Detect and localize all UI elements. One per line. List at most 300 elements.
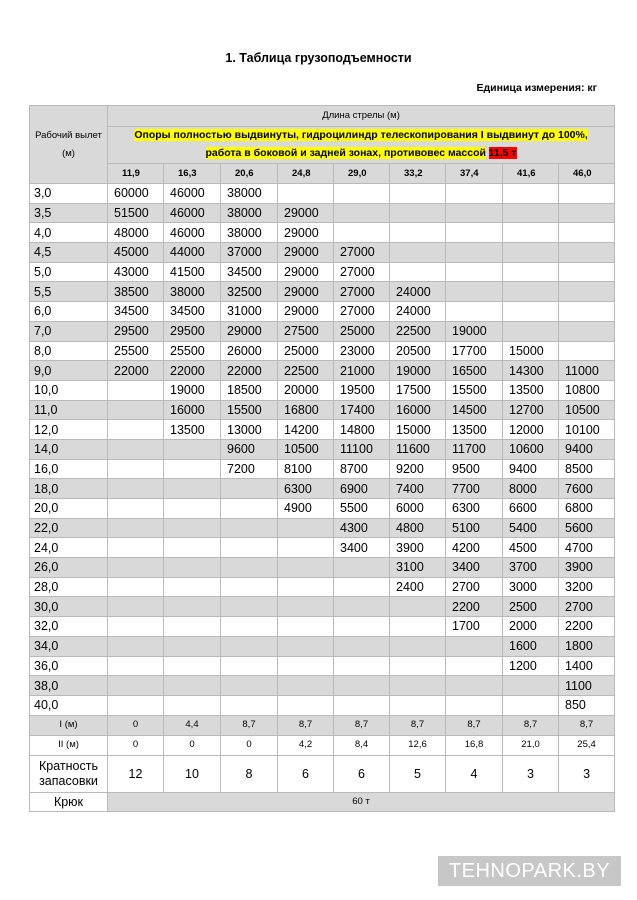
capacity-cell: [446, 184, 503, 204]
table-row: [30, 243, 615, 263]
capacity-cell: 19000: [390, 361, 446, 381]
capacity-cell: 4500: [503, 538, 559, 558]
capacity-cell: 5400: [503, 518, 559, 538]
capacity-cell: 37000: [221, 243, 278, 263]
radius-cell: 12,0: [30, 420, 108, 440]
tele-section-2-row-cell: 16,8: [446, 735, 503, 755]
capacity-cell: 29000: [278, 203, 334, 223]
radius-cell: 6,0: [30, 302, 108, 322]
capacity-cell: [559, 203, 615, 223]
capacity-cell: 1400: [559, 656, 615, 676]
capacity-cell: 27500: [278, 321, 334, 341]
capacity-cell: 22000: [108, 361, 164, 381]
capacity-cell: 4900: [278, 499, 334, 519]
capacity-cell: 5500: [334, 499, 390, 519]
capacity-cell: [390, 184, 446, 204]
boom-length-cell: 11,9: [108, 164, 164, 184]
capacity-cell: 29500: [108, 321, 164, 341]
watermark-logo: TEHNOPARK.BY: [438, 856, 621, 886]
counterweight-value: 11,5 т: [488, 147, 517, 159]
capacity-cell: 3000: [503, 577, 559, 597]
capacity-cell: 44000: [164, 243, 221, 263]
boom-lengths-row: [30, 164, 615, 184]
capacity-cell: [278, 656, 334, 676]
capacity-cell: [446, 262, 503, 282]
capacity-cell: [278, 518, 334, 538]
capacity-cell: 27000: [334, 243, 390, 263]
tele-section-1-row-cell: 0: [108, 715, 164, 735]
capacity-cell: 29500: [164, 321, 221, 341]
tele-section-1-row-cell: 8,7: [446, 715, 503, 735]
tele-section-2-row-cell: 0: [108, 735, 164, 755]
capacity-cell: 46000: [164, 203, 221, 223]
capacity-cell: 38000: [221, 184, 278, 204]
capacity-cell: 8100: [278, 459, 334, 479]
capacity-cell: [221, 656, 278, 676]
tele-section-1-row-cell: 8,7: [334, 715, 390, 735]
capacity-cell: 22500: [390, 321, 446, 341]
reeving-cell: 4: [446, 755, 503, 792]
capacity-cell: 15500: [221, 400, 278, 420]
capacity-cell: 1800: [559, 636, 615, 656]
table-row: [30, 577, 615, 597]
table-row: [30, 636, 615, 656]
capacity-cell: 25500: [108, 341, 164, 361]
capacity-cell: 51500: [108, 203, 164, 223]
radius-cell: 4,5: [30, 243, 108, 263]
table-row: [30, 184, 615, 204]
capacity-cell: 25000: [278, 341, 334, 361]
capacity-cell: 15000: [503, 341, 559, 361]
capacity-cell: 3900: [559, 558, 615, 578]
capacity-cell: [164, 636, 221, 656]
table-row: [30, 203, 615, 223]
boom-length-cell: 29,0: [334, 164, 390, 184]
tele-section-2-row-cell: 21,0: [503, 735, 559, 755]
capacity-cell: [503, 223, 559, 243]
radius-cell: 8,0: [30, 341, 108, 361]
capacity-cell: 2500: [503, 597, 559, 617]
capacity-cell: [446, 203, 503, 223]
capacity-cell: 11700: [446, 439, 503, 459]
table-row: [30, 617, 615, 637]
capacity-cell: 9500: [446, 459, 503, 479]
capacity-cell: 3100: [390, 558, 446, 578]
reeving-label-line1: Кратность: [39, 758, 98, 773]
capacity-cell: [503, 321, 559, 341]
table-row: [30, 262, 615, 282]
capacity-cell: 13500: [164, 420, 221, 440]
boom-length-header: Длина стрелы (м): [108, 106, 615, 127]
capacity-cell: 11600: [390, 439, 446, 459]
capacity-cell: 27000: [334, 302, 390, 322]
capacity-cell: 9400: [559, 439, 615, 459]
capacity-cell: [108, 636, 164, 656]
capacity-cell: 9400: [503, 459, 559, 479]
capacity-cell: [390, 243, 446, 263]
capacity-cell: 17700: [446, 341, 503, 361]
tele-section-2-row: [30, 735, 615, 755]
radius-header-line2: (м): [62, 147, 75, 159]
capacity-cell: [221, 499, 278, 519]
capacity-cell: [164, 656, 221, 676]
capacity-cell: 2400: [390, 577, 446, 597]
capacity-cell: 27000: [334, 282, 390, 302]
capacity-cell: 12700: [503, 400, 559, 420]
capacity-cell: [278, 558, 334, 578]
capacity-cell: [221, 538, 278, 558]
capacity-cell: [503, 302, 559, 322]
capacity-cell: 1200: [503, 656, 559, 676]
page-title: 1. Таблица грузоподъемности: [225, 51, 412, 65]
table-row: [30, 321, 615, 341]
capacity-cell: 3400: [446, 558, 503, 578]
table-row: [30, 302, 615, 322]
capacity-cell: 25000: [334, 321, 390, 341]
capacity-cell: 14300: [503, 361, 559, 381]
capacity-cell: [108, 656, 164, 676]
capacity-cell: 32500: [221, 282, 278, 302]
capacity-cell: 41500: [164, 262, 221, 282]
capacity-cell: 3700: [503, 558, 559, 578]
capacity-cell: 7200: [221, 459, 278, 479]
radius-cell: 3,5: [30, 203, 108, 223]
capacity-cell: 4200: [446, 538, 503, 558]
capacity-cell: [221, 695, 278, 715]
capacity-cell: 13000: [221, 420, 278, 440]
capacity-cell: 14200: [278, 420, 334, 440]
capacity-cell: 38500: [108, 282, 164, 302]
radius-cell: 40,0: [30, 695, 108, 715]
radius-cell: 10,0: [30, 380, 108, 400]
capacity-cell: 38000: [164, 282, 221, 302]
capacity-cell: 18500: [221, 380, 278, 400]
capacity-cell: [108, 479, 164, 499]
capacity-cell: 5600: [559, 518, 615, 538]
tele-section-1-row-cell: 4,4: [164, 715, 221, 735]
capacity-cell: 2000: [503, 617, 559, 637]
capacity-cell: [446, 656, 503, 676]
capacity-cell: 2200: [559, 617, 615, 637]
capacity-cell: [221, 577, 278, 597]
capacity-cell: [559, 184, 615, 204]
capacity-cell: 48000: [108, 223, 164, 243]
capacity-cell: 46000: [164, 223, 221, 243]
capacity-cell: 23000: [334, 341, 390, 361]
capacity-cell: [390, 203, 446, 223]
capacity-cell: 9200: [390, 459, 446, 479]
capacity-cell: 29000: [278, 282, 334, 302]
capacity-cell: 19000: [446, 321, 503, 341]
capacity-cell: 16000: [390, 400, 446, 420]
capacity-cell: 6600: [503, 499, 559, 519]
tele-section-1-row-cell: 8,7: [221, 715, 278, 735]
capacity-cell: [334, 223, 390, 243]
capacity-cell: [278, 695, 334, 715]
radius-cell: 34,0: [30, 636, 108, 656]
tele-section-2-row-cell: 0: [164, 735, 221, 755]
capacity-cell: 29000: [278, 243, 334, 263]
capacity-cell: [334, 636, 390, 656]
tele-section-2-row-cell: 0: [221, 735, 278, 755]
capacity-cell: 13500: [446, 420, 503, 440]
capacity-cell: 7600: [559, 479, 615, 499]
capacity-cell: [390, 695, 446, 715]
capacity-cell: [503, 243, 559, 263]
reeving-cell: 5: [390, 755, 446, 792]
radius-cell: 24,0: [30, 538, 108, 558]
capacity-cell: 29000: [278, 302, 334, 322]
capacity-cell: [108, 420, 164, 440]
capacity-cell: [446, 676, 503, 696]
tele-section-1-row: [30, 715, 615, 735]
capacity-cell: 1600: [503, 636, 559, 656]
capacity-cell: [390, 656, 446, 676]
capacity-cell: [108, 518, 164, 538]
capacity-cell: 45000: [108, 243, 164, 263]
capacity-cell: [164, 479, 221, 499]
table-row: [30, 380, 615, 400]
radius-cell: 3,0: [30, 184, 108, 204]
capacity-cell: [334, 676, 390, 696]
table-row: [30, 499, 615, 519]
hook-value: 60 т: [108, 792, 615, 811]
reeving-cell: 3: [559, 755, 615, 792]
hook-row: [30, 792, 615, 811]
capacity-cell: [334, 184, 390, 204]
capacity-cell: 10800: [559, 380, 615, 400]
capacity-cell: [503, 676, 559, 696]
capacity-cell: [221, 558, 278, 578]
capacity-cell: [221, 597, 278, 617]
capacity-cell: [108, 459, 164, 479]
tele-section-1-row-cell: 8,7: [390, 715, 446, 735]
capacity-cell: [278, 617, 334, 637]
radius-cell: 5,5: [30, 282, 108, 302]
radius-cell: 16,0: [30, 459, 108, 479]
capacity-cell: 16500: [446, 361, 503, 381]
capacity-cell: [503, 184, 559, 204]
capacity-cell: 850: [559, 695, 615, 715]
capacity-cell: [446, 695, 503, 715]
tele-section-2-row-cell: 8,4: [334, 735, 390, 755]
capacity-cell: [108, 400, 164, 420]
table-row: [30, 479, 615, 499]
radius-cell: 22,0: [30, 518, 108, 538]
radius-cell: 38,0: [30, 676, 108, 696]
capacity-cell: [108, 577, 164, 597]
capacity-cell: [446, 243, 503, 263]
table-row: [30, 656, 615, 676]
capacity-cell: [164, 695, 221, 715]
capacity-cell: 8000: [503, 479, 559, 499]
capacity-cell: 19500: [334, 380, 390, 400]
condition-line1: Опоры полностью выдвинуты, гидроцилиндр телескопирования I выдвинут до 100%,: [134, 129, 588, 141]
table-row: [30, 361, 615, 381]
capacity-cell: [446, 282, 503, 302]
radius-cell: 36,0: [30, 656, 108, 676]
reeving-cell: 8: [221, 755, 278, 792]
tele-section-1-row-cell: 8,7: [278, 715, 334, 735]
tele-section-2-row-cell: 25,4: [559, 735, 615, 755]
capacity-cell: 6900: [334, 479, 390, 499]
table-row: [30, 439, 615, 459]
capacity-cell: 5100: [446, 518, 503, 538]
capacity-cell: [108, 676, 164, 696]
capacity-cell: 16800: [278, 400, 334, 420]
capacity-cell: [221, 479, 278, 499]
capacity-cell: [559, 302, 615, 322]
reeving-cell: 6: [278, 755, 334, 792]
reeving-label-line2: запасовки: [39, 773, 98, 788]
capacity-cell: 25500: [164, 341, 221, 361]
capacity-cell: 2200: [446, 597, 503, 617]
capacity-cell: 19000: [164, 380, 221, 400]
capacity-cell: [503, 203, 559, 223]
capacity-cell: 43000: [108, 262, 164, 282]
capacity-cell: 10600: [503, 439, 559, 459]
table-row: [30, 538, 615, 558]
table-row: [30, 597, 615, 617]
capacity-cell: [446, 636, 503, 656]
capacity-cell: [278, 577, 334, 597]
capacity-cell: [108, 695, 164, 715]
reeving-cell: 3: [503, 755, 559, 792]
capacity-cell: 22500: [278, 361, 334, 381]
capacity-cell: 1100: [559, 676, 615, 696]
load-capacity-table: [29, 105, 615, 812]
capacity-cell: 10500: [278, 439, 334, 459]
table-row: [30, 282, 615, 302]
radius-cell: 4,0: [30, 223, 108, 243]
capacity-cell: [278, 597, 334, 617]
tele-section-2-row-label: II (м): [30, 735, 108, 755]
table-row: [30, 341, 615, 361]
capacity-cell: 16000: [164, 400, 221, 420]
capacity-cell: [164, 439, 221, 459]
radius-cell: 18,0: [30, 479, 108, 499]
table-row: [30, 695, 615, 715]
capacity-cell: [559, 321, 615, 341]
capacity-cell: 11100: [334, 439, 390, 459]
radius-cell: 30,0: [30, 597, 108, 617]
boom-length-cell: 33,2: [390, 164, 446, 184]
capacity-cell: [559, 341, 615, 361]
capacity-cell: 38000: [221, 203, 278, 223]
capacity-cell: 22000: [221, 361, 278, 381]
capacity-cell: [221, 617, 278, 637]
capacity-cell: [390, 636, 446, 656]
capacity-cell: [390, 597, 446, 617]
capacity-cell: 1700: [446, 617, 503, 637]
capacity-cell: [334, 656, 390, 676]
capacity-cell: 3200: [559, 577, 615, 597]
capacity-cell: [334, 577, 390, 597]
capacity-cell: 4700: [559, 538, 615, 558]
capacity-cell: [334, 695, 390, 715]
radius-cell: 11,0: [30, 400, 108, 420]
capacity-cell: 34500: [108, 302, 164, 322]
radius-cell: 32,0: [30, 617, 108, 637]
capacity-cell: 29000: [221, 321, 278, 341]
capacity-cell: 14500: [446, 400, 503, 420]
radius-cell: 14,0: [30, 439, 108, 459]
capacity-cell: 34500: [164, 302, 221, 322]
capacity-cell: 24000: [390, 282, 446, 302]
radius-cell: 5,0: [30, 262, 108, 282]
capacity-cell: 7700: [446, 479, 503, 499]
boom-length-cell: 41,6: [503, 164, 559, 184]
capacity-cell: 9600: [221, 439, 278, 459]
capacity-cell: [164, 597, 221, 617]
reeving-label: [30, 755, 108, 792]
boom-length-cell: 46,0: [559, 164, 615, 184]
capacity-cell: [390, 262, 446, 282]
capacity-cell: 26000: [221, 341, 278, 361]
capacity-cell: 22000: [164, 361, 221, 381]
tele-section-1-row-cell: 8,7: [559, 715, 615, 735]
radius-cell: 9,0: [30, 361, 108, 381]
tele-section-1-row-cell: 8,7: [503, 715, 559, 735]
reeving-cell: 10: [164, 755, 221, 792]
capacity-cell: [390, 223, 446, 243]
condition-cell: [108, 127, 615, 164]
capacity-cell: 13500: [503, 380, 559, 400]
capacity-cell: 10100: [559, 420, 615, 440]
capacity-cell: [164, 676, 221, 696]
capacity-cell: [559, 223, 615, 243]
capacity-cell: [334, 558, 390, 578]
radius-cell: 28,0: [30, 577, 108, 597]
capacity-cell: 15000: [390, 420, 446, 440]
tele-section-2-row-cell: 12,6: [390, 735, 446, 755]
capacity-cell: [164, 577, 221, 597]
capacity-cell: [559, 243, 615, 263]
capacity-cell: 38000: [221, 223, 278, 243]
table-row: [30, 518, 615, 538]
capacity-cell: [108, 439, 164, 459]
tele-section-2-row-cell: 4,2: [278, 735, 334, 755]
capacity-cell: 46000: [164, 184, 221, 204]
capacity-cell: [559, 282, 615, 302]
boom-length-cell: 16,3: [164, 164, 221, 184]
condition-line2: работа в боковой и задней зонах, противовес массой: [205, 147, 486, 159]
capacity-cell: [108, 499, 164, 519]
capacity-cell: [108, 597, 164, 617]
capacity-cell: 17400: [334, 400, 390, 420]
table-row: [30, 676, 615, 696]
capacity-cell: [278, 636, 334, 656]
capacity-cell: 6300: [446, 499, 503, 519]
capacity-cell: 8500: [559, 459, 615, 479]
capacity-cell: 6800: [559, 499, 615, 519]
capacity-cell: 20500: [390, 341, 446, 361]
capacity-cell: 6300: [278, 479, 334, 499]
capacity-cell: 10500: [559, 400, 615, 420]
boom-length-cell: 24,8: [278, 164, 334, 184]
capacity-cell: [390, 617, 446, 637]
unit-label: Единица измерения: кг: [476, 82, 597, 94]
capacity-cell: [108, 538, 164, 558]
capacity-cell: 31000: [221, 302, 278, 322]
capacity-cell: 29000: [278, 223, 334, 243]
boom-length-cell: 37,4: [446, 164, 503, 184]
capacity-cell: 17500: [390, 380, 446, 400]
radius-cell: 26,0: [30, 558, 108, 578]
capacity-cell: 29000: [278, 262, 334, 282]
capacity-cell: 3900: [390, 538, 446, 558]
capacity-cell: 21000: [334, 361, 390, 381]
